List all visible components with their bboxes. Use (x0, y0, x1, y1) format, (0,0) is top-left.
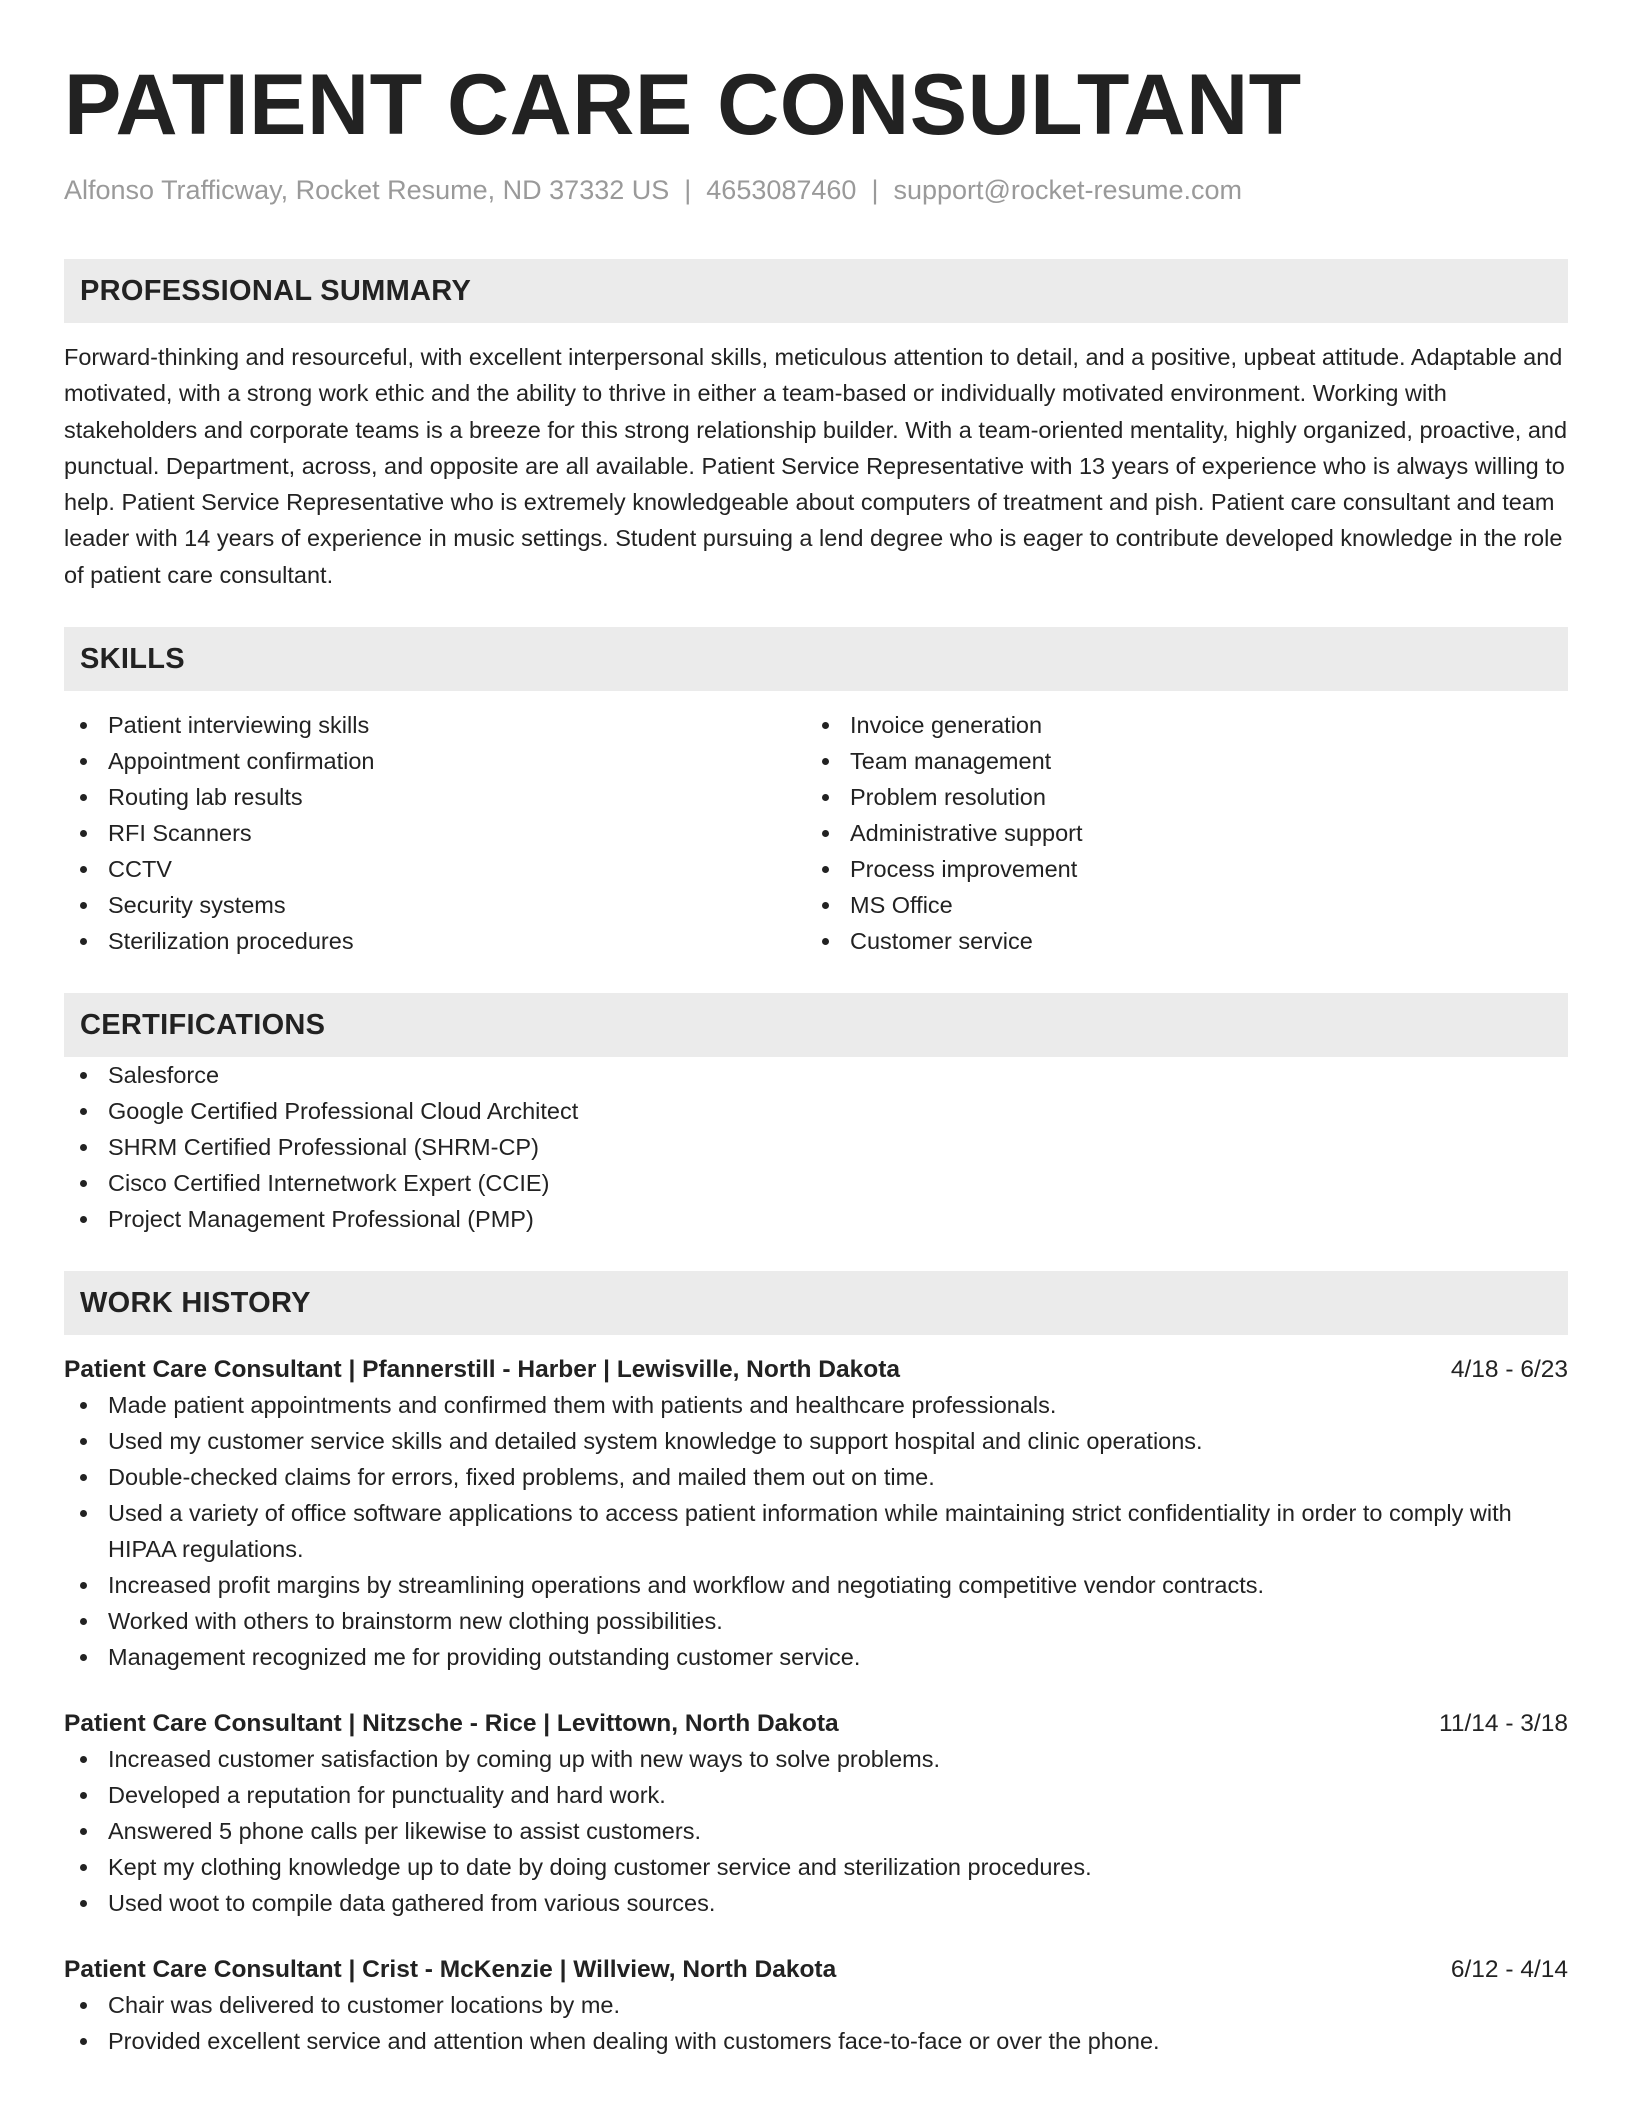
job-duty: Chair was delivered to customer locations by me. (64, 1987, 1568, 2023)
skill-item: CCTV (64, 851, 806, 887)
job-duty: Increased profit margins by streamlining operations and workflow and negotiating competitive vendor contracts. (64, 1567, 1568, 1603)
certifications-list (64, 1057, 1568, 1237)
skill-item: Problem resolution (806, 779, 1548, 815)
skill-item: Security systems (64, 887, 806, 923)
skill-item: Appointment confirmation (64, 743, 806, 779)
job-header (64, 1953, 1568, 1987)
section-heading-work-history: WORK HISTORY (64, 1271, 1568, 1335)
job-entry (64, 1707, 1568, 1921)
job-duty: Increased customer satisfaction by coming up with new ways to solve problems. (64, 1741, 1568, 1777)
job-duty: Kept my clothing knowledge up to date by doing customer service and sterilization procedures. (64, 1849, 1568, 1885)
job-duty: Made patient appointments and confirmed them with patients and healthcare professionals. (64, 1387, 1568, 1423)
job-duty: Answered 5 phone calls per likewise to assist customers. (64, 1813, 1568, 1849)
section-heading-skills: SKILLS (64, 627, 1568, 691)
job-dates: 6/12 - 4/14 (1450, 1956, 1568, 1984)
skill-item: RFI Scanners (64, 815, 806, 851)
job-entry (64, 1353, 1568, 1675)
skills-list-right (806, 707, 1548, 959)
contact-address: Alfonso Trafficway, Rocket Resume, ND 37332 US (64, 175, 670, 205)
job-duty: Management recognized me for providing outstanding customer service. (64, 1639, 1568, 1675)
certification-item: SHRM Certified Professional (SHRM-CP) (64, 1129, 1568, 1165)
contact-phone: 4653087460 (706, 175, 857, 205)
skill-item: Invoice generation (806, 707, 1548, 743)
contact-line (64, 173, 1568, 207)
job-duty: Used my customer service skills and detailed system knowledge to support hospital and clinic operations. (64, 1423, 1568, 1459)
summary-text: Forward-thinking and resourceful, with excellent interpersonal skills, meticulous attention to detail, and a positive, upbeat attitude. Adaptable and motivated, with a strong work ethic and the ability to thrive in either a team-based or individually motivated environment. Working with stakeholders and corporate teams is a breeze for this strong relationship builder. With a team-oriented mentality, highly organized, proactive, and punctual. Department, across, and opposite are all available. Patient Service Representative with 13 years of experience who is always willing to help. Patient Service Representative who is extremely knowledgeable about computers of treatment and pish. Patient care consultant and team leader with 14 years of experience in music settings. Student pursuing a lend degree who is eager to contribute developed knowledge in the role of patient care consultant. (64, 344, 1568, 588)
certification-item: Cisco Certified Internetwork Expert (CCIE) (64, 1165, 1568, 1201)
certification-item: Project Management Professional (PMP) (64, 1201, 1568, 1237)
skills-list-left (64, 707, 806, 959)
job-duty: Used woot to compile data gathered from various sources. (64, 1885, 1568, 1921)
skill-item: Sterilization procedures (64, 923, 806, 959)
skills-column-right (806, 707, 1548, 959)
skills-column-left (64, 707, 806, 959)
job-title: Patient Care Consultant | Nitzsche - Rice | Levittown, North Dakota (64, 1710, 839, 1738)
job-title: Patient Care Consultant | Crist - McKenzie | Willview, North Dakota (64, 1956, 837, 1984)
job-entry (64, 1953, 1568, 2059)
job-header (64, 1707, 1568, 1741)
contact-separator: | (871, 175, 879, 205)
section-heading-certifications: CERTIFICATIONS (64, 993, 1568, 1057)
job-title: Patient Care Consultant | Pfannerstill - Harber | Lewisville, North Dakota (64, 1356, 901, 1384)
certification-item: Google Certified Professional Cloud Architect (64, 1093, 1568, 1129)
job-duties-list (64, 1387, 1568, 1675)
job-duties-list (64, 1741, 1568, 1921)
contact-email: support@rocket-resume.com (893, 175, 1242, 205)
skills-grid (64, 707, 1568, 959)
job-duty: Provided excellent service and attention when dealing with customers face-to-face or over the phone. (64, 2023, 1568, 2059)
contact-separator: | (684, 175, 692, 205)
job-duty: Double-checked claims for errors, fixed problems, and mailed them out on time. (64, 1459, 1568, 1495)
skill-item: Customer service (806, 923, 1548, 959)
skill-item: Process improvement (806, 851, 1548, 887)
job-duty: Worked with others to brainstorm new clothing possibilities. (64, 1603, 1568, 1639)
job-dates: 11/14 - 3/18 (1439, 1710, 1568, 1738)
skill-item: Routing lab results (64, 779, 806, 815)
skill-item: Patient interviewing skills (64, 707, 806, 743)
certification-item: Salesforce (64, 1057, 1568, 1093)
skill-item: Team management (806, 743, 1548, 779)
job-duty: Used a variety of office software applications to access patient information while maintaining strict confidentiality in order to comply with HIPAA regulations. (64, 1495, 1568, 1567)
job-dates: 4/18 - 6/23 (1450, 1356, 1568, 1384)
skill-item: MS Office (806, 887, 1548, 923)
skill-item: Administrative support (806, 815, 1548, 851)
resume-name: PATIENT CARE CONSULTANT (64, 57, 1302, 153)
section-heading-summary: PROFESSIONAL SUMMARY (64, 259, 1568, 323)
job-duties-list (64, 1987, 1568, 2059)
job-duty: Developed a reputation for punctuality and hard work. (64, 1777, 1568, 1813)
job-header (64, 1353, 1568, 1387)
